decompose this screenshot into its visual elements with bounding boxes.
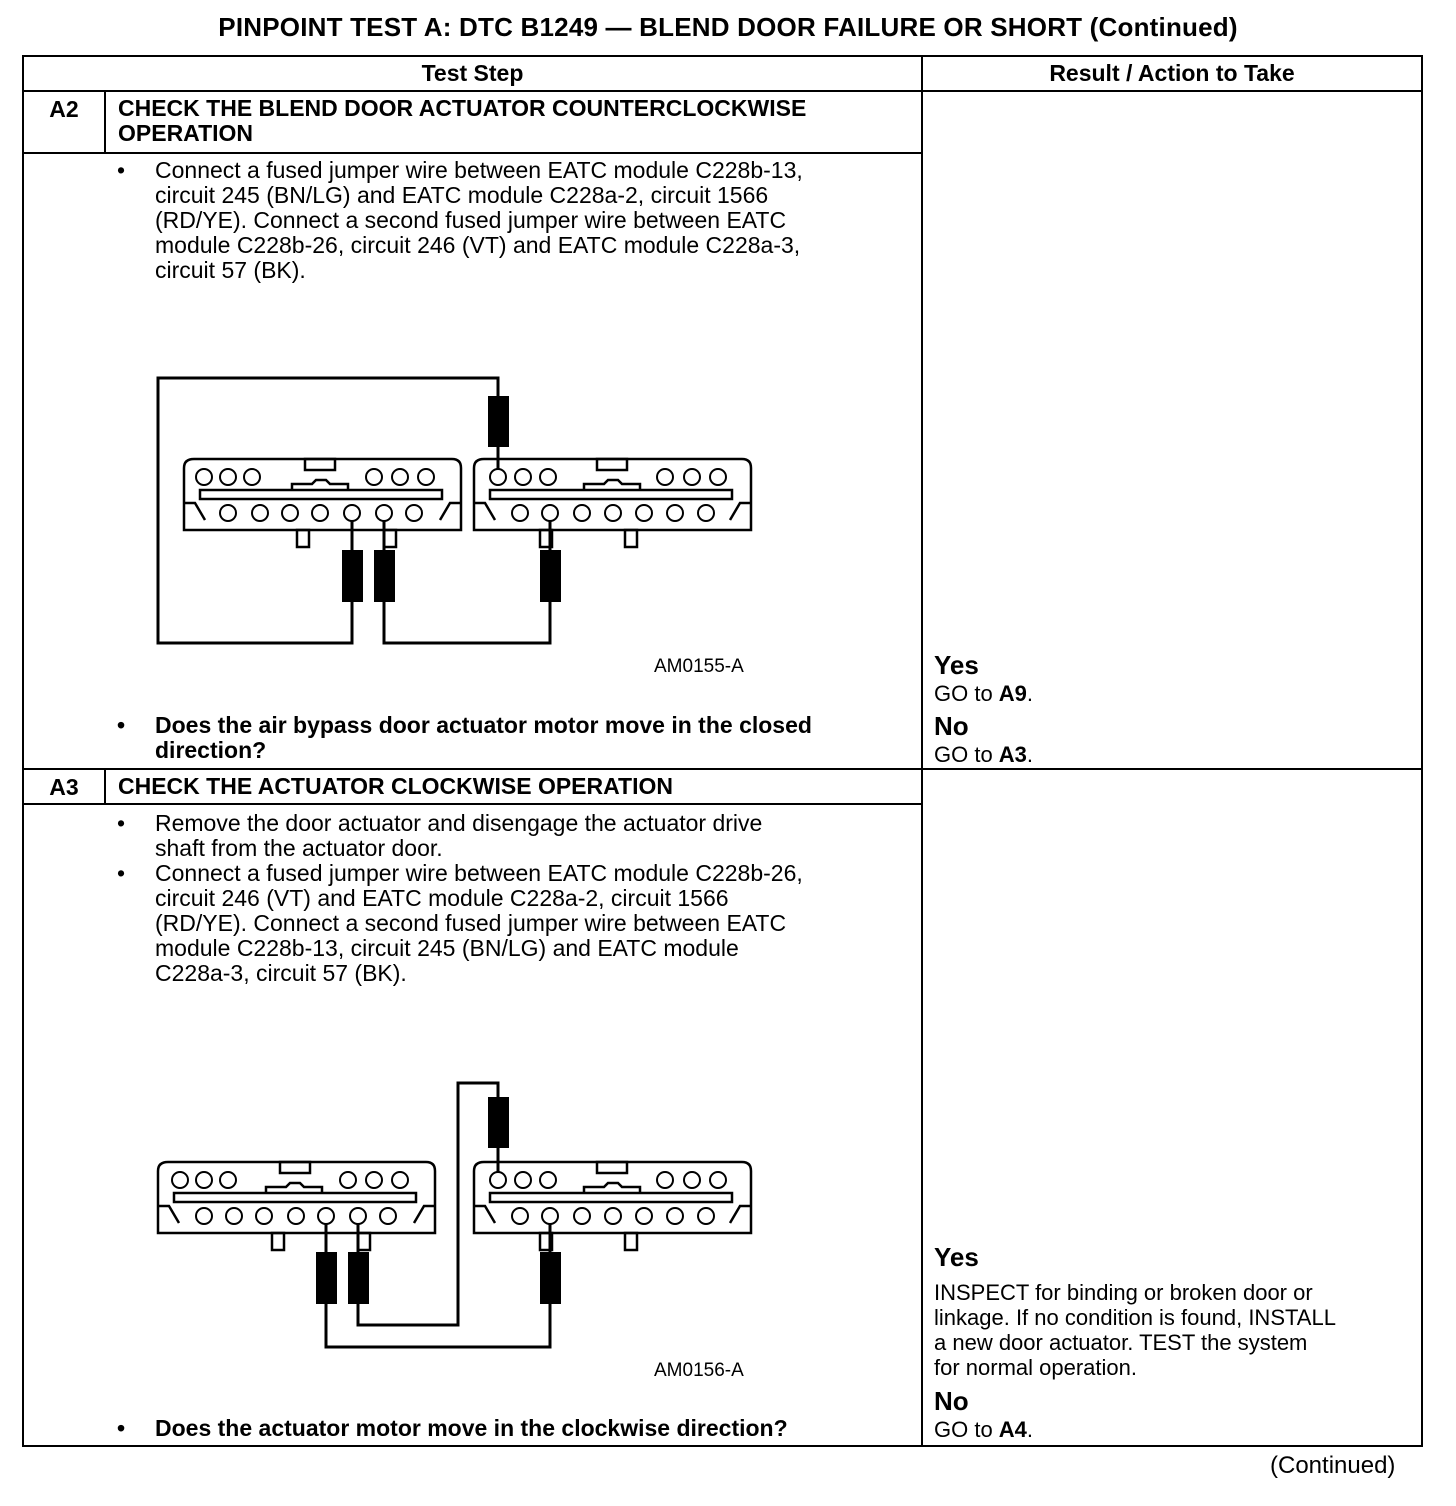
step-id-a3: A3 [49, 774, 79, 800]
connector-diagram-a3 [150, 1075, 760, 1360]
step-id-a2: A2 [49, 96, 79, 122]
result-a2-yes: Yes GO to A9. [934, 650, 1034, 706]
result-a3-yes: Yes INSPECT for binding or broken door or linkage. If no condition is found, INSTALL a new door actuator. TEST the system for normal operation. [934, 1242, 1336, 1380]
figure-label-a2: AM0155-A [654, 656, 744, 677]
header-result-action: Result / Action to Take [1049, 60, 1295, 86]
header-test-step: Test Step [421, 60, 524, 86]
figure-label-a3: AM0156-A [654, 1360, 744, 1381]
connector-diagram-a2 [150, 370, 760, 655]
result-a3-no: No GO to A4. [934, 1386, 1034, 1442]
page-title: PINPOINT TEST A: DTC B1249 — BLEND DOOR FAILURE OR SHORT (Continued) [218, 12, 1238, 42]
continued-footer: (Continued) [1270, 1452, 1396, 1479]
result-a2-no: No GO to A3. [934, 711, 1034, 767]
step-title-a3: CHECK THE ACTUATOR CLOCKWISE OPERATION [118, 773, 673, 799]
step-title-a2: CHECK THE BLEND DOOR ACTUATOR COUNTERCLOCKWISE OPERATION [118, 95, 807, 146]
